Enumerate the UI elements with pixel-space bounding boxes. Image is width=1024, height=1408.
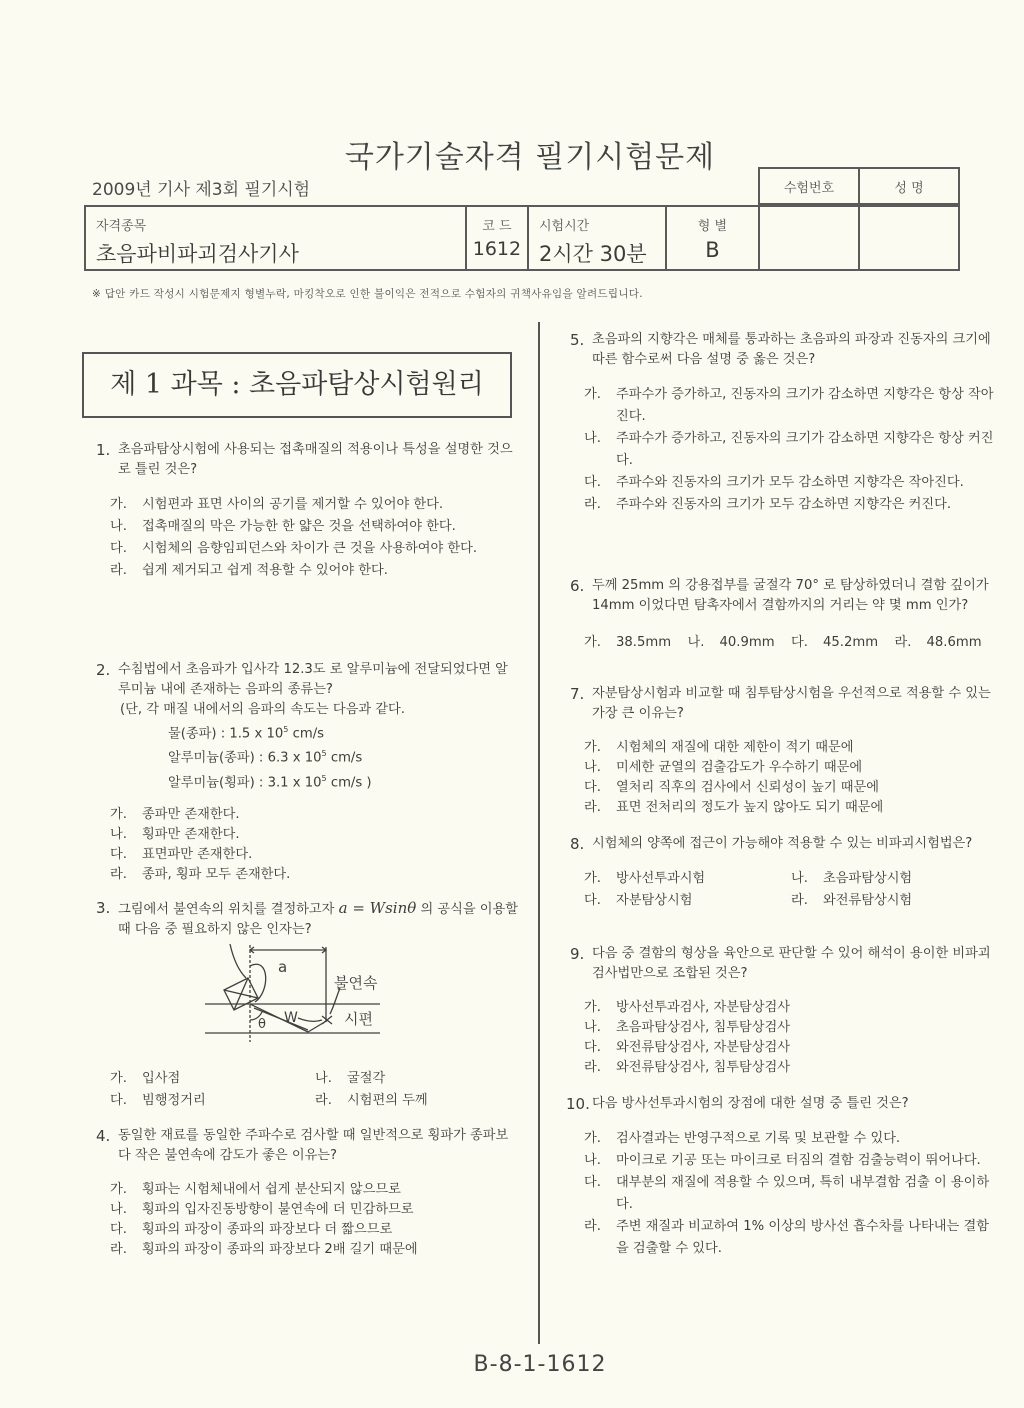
option[interactable]: 라. 표면 전처리의 정도가 높지 않아도 되기 때문에 — [584, 800, 884, 815]
code-value: 1612 — [472, 238, 522, 260]
question-10 — [566, 1094, 998, 1260]
velocity-line: 물(종파) : 1.5 x $10^5$ cm/s — [168, 725, 325, 742]
label-w: W — [284, 1010, 298, 1026]
option[interactable]: 라. 횡파의 파장이 종파의 파장보다 2배 길기 때문에 — [110, 1242, 418, 1257]
page-title: 국가기술자격 필기시험문제 — [344, 140, 716, 175]
question-number: 4. — [96, 1127, 111, 1145]
question-number: 10. — [566, 1095, 590, 1113]
exam-number-field[interactable] — [759, 206, 859, 270]
question-note: (단, 각 매질 내에서의 음파의 속도는 다음과 같다. 물(종파) : 1.5 x $10^5$ cm/s 알루미늄(종파) : 6.3 x $10^5$ cm/s 알루미늄(횡파) : 3.1 x $10^5$ cm/s ) — [96, 700, 516, 793]
qualification-value: 초음파비파괴검사기사 — [96, 242, 299, 266]
label-specimen: 시편 — [344, 1010, 373, 1028]
formula: a = Wsinθ — [338, 899, 417, 917]
label-defect: 불연속 — [334, 974, 378, 992]
option[interactable]: 가. 시험체의 재질에 대한 제한이 적기 때문에 — [584, 740, 854, 755]
question-4 — [96, 1126, 520, 1260]
option[interactable]: 가. 시험편과 표면 사이의 공기를 제거할 수 있어야 한다. — [110, 497, 444, 512]
option[interactable]: 다. 횡파의 파장이 종파의 파장보다 더 짧으므로 — [110, 1222, 393, 1237]
column-divider — [538, 322, 540, 1344]
question-stem: 시험체의 양쪽에 접근이 가능해야 적용할 수 있는 비파괴시험법은? — [592, 836, 973, 851]
question-number: 9. — [570, 945, 585, 963]
option[interactable]: 나. 접촉매질의 막은 가능한 한 얇은 것을 선택하여야 한다. — [110, 519, 456, 534]
option[interactable]: 나. 미세한 균열의 검출감도가 우수하기 때문에 — [584, 760, 863, 775]
option[interactable]: 다. 45.2mm — [791, 635, 879, 650]
question-stem: 두께 25mm 의 강용접부를 굴절각 70° 로 탐상하였더니 결함 깊이가 14mm 이었다면 탐촉자에서 결함까지의 거리는 약 몇 mm 인가? — [592, 578, 989, 613]
question-stem: 수침법에서 초음파가 입사각 12.3도 로 알루미늄에 전달되었다면 알루미늄 내에 존재하는 음파의 종류는? — [118, 662, 508, 697]
option[interactable]: 라. 주파수와 진동자의 크기가 모두 감소하면 지향각은 커진다. — [584, 497, 952, 512]
option[interactable]: 라. 와전류탐상시험 — [791, 893, 913, 908]
option[interactable]: 나. 횡파의 입자진동방향이 불연속에 더 민감하므로 — [110, 1202, 414, 1217]
option[interactable]: 가. 방사선투과검사, 자분탐상검사 — [584, 1000, 790, 1015]
velocity-line: 알루미늄(종파) : 6.3 x $10^5$ cm/s — [168, 749, 363, 766]
exam-number-label: 수험번호 — [759, 168, 859, 204]
qualification-cell — [85, 206, 466, 270]
candidate-header-table — [758, 167, 960, 205]
question-number: 7. — [570, 685, 585, 703]
option[interactable]: 가. 횡파는 시험체내에서 쉽게 분산되지 않으므로 — [110, 1182, 401, 1197]
question-6 — [570, 576, 998, 654]
question-5 — [570, 330, 998, 516]
option[interactable]: 다. 와전류탐상검사, 자분탐상검사 — [584, 1040, 790, 1055]
question-3 — [96, 898, 520, 940]
question-stem: 초음파의 지향각은 매체를 통과하는 초음파의 파장과 진동자의 크기에 따른 함수로써 다음 설명 중 옳은 것은? — [592, 332, 991, 367]
time-value: 2시간 30분 — [539, 242, 647, 266]
option[interactable]: 다. 빔행정거리 — [110, 1093, 206, 1108]
question-2 — [96, 660, 516, 885]
type-cell — [666, 206, 758, 270]
option[interactable]: 나. 초음파탐상시험 — [791, 871, 913, 886]
type-label: 형 별 — [697, 219, 728, 234]
subject-heading: 제 1 과목 : 초음파탐상시험원리 — [82, 352, 512, 418]
name-field[interactable] — [859, 206, 959, 270]
code-cell — [466, 206, 528, 270]
question-stem: 다음 중 결함의 형상을 육안으로 판단할 수 있어 해석이 용이한 비파괴검사법만으로 조합된 것은? — [592, 946, 991, 981]
time-label: 시험시간 — [539, 219, 590, 234]
question-9 — [570, 944, 998, 1078]
name-label: 성 명 — [859, 168, 959, 204]
option[interactable]: 라. 쉽게 제거되고 쉽게 적용할 수 있어야 한다. — [110, 563, 388, 578]
option[interactable]: 가. 종파만 존재한다. — [110, 807, 240, 823]
question-stem: 그림에서 불연속의 위치를 결정하고자 a = Wsinθ 의 공식을 이용할 때 다음 중 필요하지 않은 인자는? — [118, 899, 519, 937]
code-label: 코 드 — [482, 219, 512, 234]
question-number: 2. — [96, 661, 111, 679]
question-number: 3. — [96, 899, 111, 917]
velocity-line: 알루미늄(횡파) : 3.1 x $10^5$ cm/s ) — [168, 773, 372, 791]
label-theta: θ — [258, 1017, 266, 1032]
option[interactable]: 라. 주변 재질과 비교하여 1% 이상의 방사선 흡수차를 나타내는 결함을 검출할 수 있다. — [584, 1219, 989, 1256]
option[interactable]: 가. 주파수가 증가하고, 진동자의 크기가 감소하면 지향각은 항상 작아진다. — [584, 387, 994, 424]
time-cell — [528, 206, 666, 270]
option[interactable]: 다. 표면파만 존재한다. — [110, 847, 253, 863]
option[interactable]: 다. 자분탐상시험 — [584, 893, 693, 908]
question-number: 5. — [570, 331, 585, 349]
question-stem: 초음파탐상시험에 사용되는 접촉매질의 적용이나 특성을 설명한 것으로 틀린 것은? — [118, 442, 513, 477]
question-3-options — [96, 1068, 520, 1112]
option[interactable]: 나. 주파수가 증가하고, 진동자의 크기가 감소하면 지향각은 항상 커진다. — [584, 431, 994, 468]
question-7 — [570, 684, 998, 818]
option[interactable]: 라. 종파, 횡파 모두 존재한다. — [110, 867, 291, 883]
option[interactable]: 나. 굴절각 — [315, 1071, 386, 1086]
question-number: 6. — [570, 577, 585, 595]
question-stem: 자분탐상시험과 비교할 때 침투탐상시험을 우선적으로 적용할 수 있는 가장 큰 이유는? — [592, 686, 991, 721]
exam-info: 2009년 기사 제3회 필기시험 — [92, 180, 311, 200]
question-1 — [96, 440, 516, 582]
qualification-label: 자격종목 — [96, 219, 147, 234]
notice: ※ 답안 카드 작성시 시험문제지 형별누락, 마킹착오로 인한 불이익은 전적으로 수험자의 귀책사유임을 알려드립니다. — [92, 288, 643, 300]
option[interactable]: 가. 입사점 — [110, 1071, 181, 1086]
option[interactable]: 다. 주파수와 진동자의 크기가 모두 감소하면 지향각은 작아진다. — [584, 475, 964, 490]
option[interactable]: 나. 40.9mm — [687, 635, 775, 650]
option[interactable]: 라. 와전류탐상검사, 침투탐상검사 — [584, 1060, 790, 1075]
option[interactable]: 가. 검사결과는 반영구적으로 기록 및 보관할 수 있다. — [584, 1131, 901, 1146]
page-code: B-8-1-1612 — [473, 1352, 607, 1377]
question-number: 1. — [96, 441, 111, 459]
option[interactable]: 나. 횡파만 존재한다. — [110, 827, 240, 843]
question-number: 8. — [570, 835, 585, 853]
option[interactable]: 라. 48.6mm — [894, 635, 982, 650]
question-stem: 다음 방사선투과시험의 장점에 대한 설명 중 틀린 것은? — [592, 1096, 909, 1111]
question-8 — [570, 834, 998, 912]
option[interactable]: 다. 대부분의 재질에 적용할 수 있으며, 특히 내부결함 검출 이 용이하다. — [584, 1175, 990, 1212]
option[interactable]: 라. 시험편의 두께 — [315, 1093, 428, 1108]
ultrasonic-probe-diagram — [200, 942, 410, 1042]
option[interactable]: 가. 방사선투과시험 — [584, 871, 706, 886]
option[interactable]: 가. 38.5mm — [584, 635, 672, 650]
label-a: a — [278, 958, 288, 976]
option[interactable]: 나. 마이크로 기공 또는 마이크로 터짐의 결함 검출능력이 뛰어나다. — [584, 1153, 981, 1168]
option[interactable]: 다. 시험체의 음향임피던스와 차이가 큰 것을 사용하여야 한다. — [110, 541, 478, 556]
option[interactable]: 나. 초음파탐상검사, 침투탐상검사 — [584, 1020, 790, 1035]
question-stem: 동일한 재료를 동일한 주파수로 검사할 때 일반적으로 횡파가 종파보다 작은 불연속에 감도가 좋은 이유는? — [118, 1128, 509, 1163]
exam-info-table — [84, 205, 960, 271]
option[interactable]: 다. 열처리 직후의 검사에서 신뢰성이 높기 때문에 — [584, 780, 880, 795]
type-value: B — [705, 238, 720, 262]
